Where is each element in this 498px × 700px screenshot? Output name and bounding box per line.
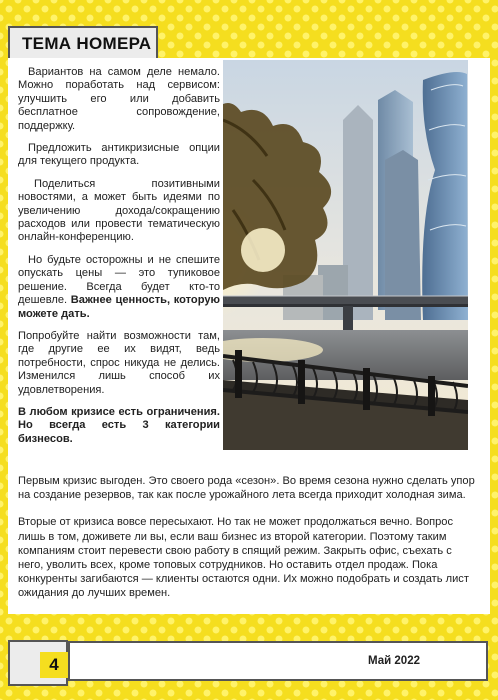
- section-title: ТЕМА НОМЕРА: [22, 34, 152, 53]
- footer-bar: [68, 641, 488, 681]
- body-paragraph-1: Первым кризис выгоден. Это своего рода «сезон». Во время сезона нужно сделать упор на создание резервов, так как после урожайного лета всегда приходит холодная зима.: [18, 475, 475, 502]
- section-header: [8, 26, 158, 62]
- column-paragraph-6-bold: В любом кризисе есть ограничения. Но всегда есть 3 категории бизнесов.: [18, 405, 220, 445]
- column-paragraph-4-bold: Важнее ценность, которую можете дать.: [18, 294, 220, 320]
- page-number: 4: [40, 652, 68, 678]
- column-paragraph-1: Вариантов на самом деле немало. Можно поработать над сервисом: улучшить его или добавить бесплатное сопровождение, поддержку.: [18, 66, 220, 132]
- issue-date: Май 2022: [368, 655, 420, 667]
- city-photo: [223, 60, 468, 450]
- wide-text: [18, 474, 480, 614]
- column-paragraph-6: [18, 406, 220, 446]
- content-panel: [8, 58, 490, 614]
- column-paragraph-4-text: Но будьте осторожны и не спешите опускать цены — это тупиковое решение. Всегда будет кто-то дешевле.: [18, 253, 220, 307]
- left-column: [18, 66, 220, 455]
- column-paragraph-4: [18, 254, 220, 321]
- column-paragraph-5: Попробуйте найти возможности там, где другие ее их видят, ведь потребности, спрос никуда не делись. Изменился лишь способ их удовлетворения.: [18, 329, 220, 396]
- column-paragraph-3: Поделиться позитивными новостями, а может быть идеями по увеличению дохода/сокращению расходов или провести тематическую онлайн-конференцию.: [18, 177, 220, 244]
- body-paragraph-2: Вторые от кризиса вовсе пересыхают. Но так не может продолжаться вечно. Вопрос лишь в том, доживете ли вы, если ваш бизнес из второй категории. Поэтому таким компаниям стоит перевести свою работу в спящий режим. Закрыть офис, съехать с него, уволить всех, кроме топовых сотрудников. Но оставить отдел продаж. Пока конкуренты загибаются — клиенты остаются одни. Их можно подобрать и создать лист ожидания до лучших времен.: [18, 516, 469, 600]
- moscow-city-embankment-image: [223, 60, 468, 450]
- column-paragraph-2: Предложить антикризисные опции для текущего продукта.: [18, 142, 220, 168]
